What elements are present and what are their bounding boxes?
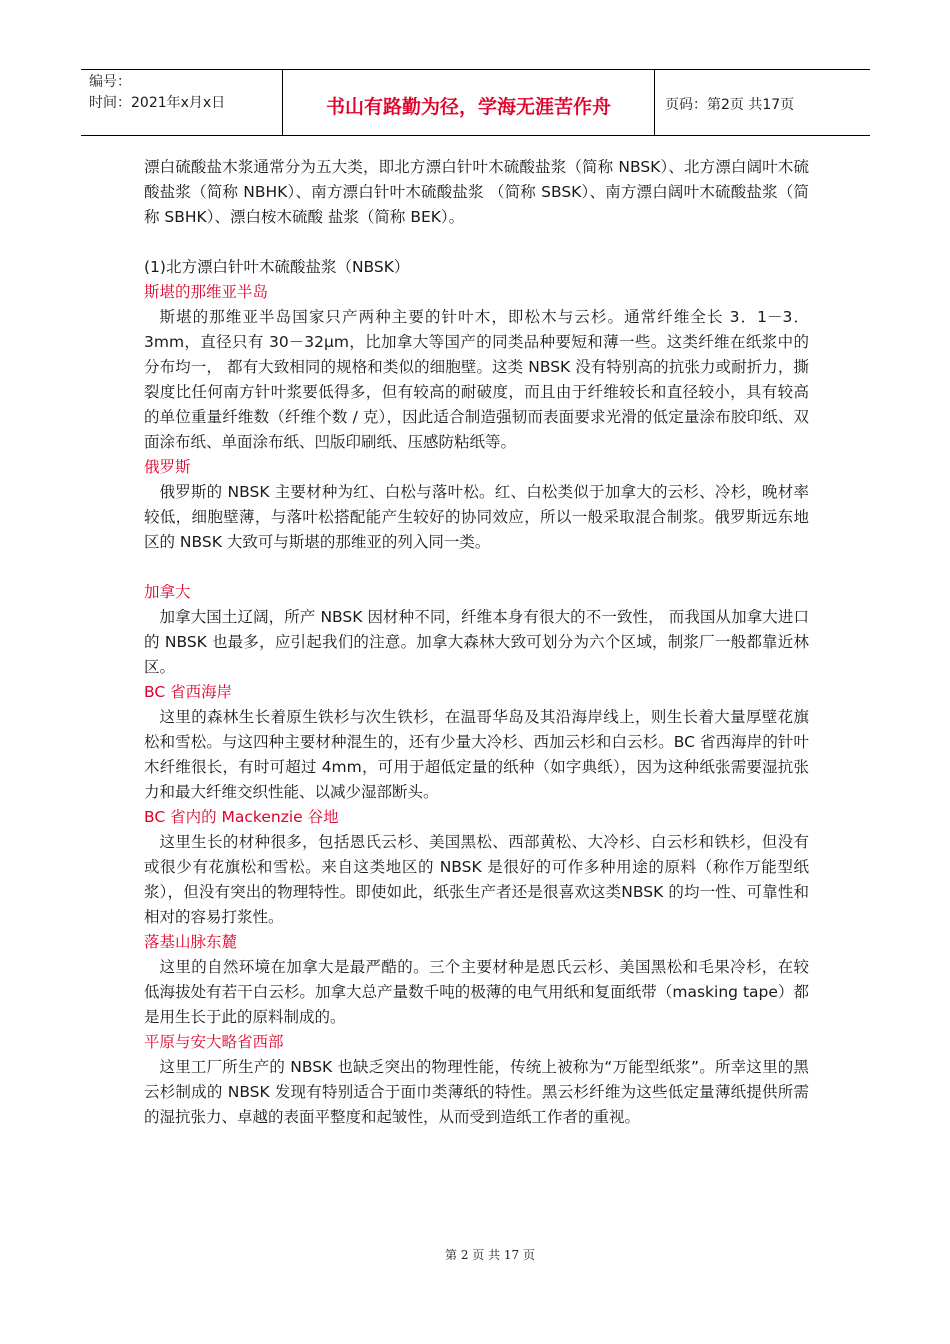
header-meta [81, 70, 283, 135]
body-paragraph: (1)北方漂白针叶木硫酸盐浆（NBSK） [144, 258, 410, 276]
blank-line [144, 230, 809, 255]
region-heading: BC 省西海岸 [144, 683, 233, 701]
document-body [144, 155, 809, 1130]
body-paragraph: 这里生长的材种很多，包括恩氏云杉、美国黑松、西部黄松、大冷杉、白云杉和铁杉，但没有或很少有花旗松和雪松。来自这类地区的 NBSK 是很好的可作多种用途的原料（称作万能型纸浆），但没有突出的物理特性。即使如此，纸张生产者还是很喜欢这类NBSK 的均一性、可靠性和相对的容易打浆性。 [144, 833, 809, 926]
region-heading: 斯堪的那维亚半岛 [144, 283, 269, 301]
document-number-label: 编号： [89, 74, 131, 90]
blank-line [144, 555, 809, 580]
body-paragraph: 斯堪的那维亚半岛国家只产两种主要的针叶木，即松木与云杉。通常纤维全长 3．1－3．3mm，直径只有 30－32μm，比加拿大等国产的同类品种要短和薄一些。这类纤维在纸浆中的分布均一， 都有大致相同的规格和类似的细胞壁。这类 NBSK 没有特别高的抗张力或耐折力，撕裂度比任何南方针叶浆要低得多，但有较高的耐破度，而且由于纤维较长和直径较小，具有较高的单位重量纤维数（纤维个数 / 克），因此适合制造强韧而表面要求光滑的低定量涂布胶印纸、双面涂布纸、单面涂布纸、凹版印刷纸、压感防粘纸等。 [144, 308, 809, 451]
header-motto: 书山有路勤为径，学海无涯苦作舟 [283, 70, 655, 135]
body-paragraph: 这里的自然环境在加拿大是最严酷的。三个主要材种是恩氏云杉、美国黑松和毛果冷杉，在较低海拔处有若干白云杉。加拿大总产量数千吨的极薄的电气用纸和复面纸带（masking tape）都是用生长于此的原料制成的。 [144, 958, 809, 1026]
body-paragraph: 漂白硫酸盐木浆通常分为五大类，即北方漂白针叶木硫酸盐浆（简称 NBSK）、北方漂白阔叶木硫酸盐浆（简称 NBHK）、南方漂白针叶木硫酸盐浆 （简称 SBSK）、南方漂白阔叶木硫酸盐浆（简称 SBHK）、漂白桉木硫酸 盐浆（简称 BEK）。 [144, 158, 809, 226]
header-page-label: 页码：第2页 共17页 [665, 96, 795, 113]
region-heading: 俄罗斯 [144, 458, 191, 476]
page-footer: 第 2 页 共 17 页 [445, 1248, 535, 1262]
body-paragraph: 俄罗斯的 NBSK 主要材种为红、白松与落叶松。红、白松类似于加拿大的云杉、冷杉，晚材率较低，细胞壁薄，与落叶松搭配能产生较好的协同效应，所以一般采取混合制浆。俄罗斯远东地区的 NBSK 大致可与斯堪的那维亚的列入同一类。 [144, 483, 809, 551]
region-heading: BC 省内的 Mackenzie 谷地 [144, 808, 339, 826]
region-heading: 平原与安大略省西部 [144, 1033, 284, 1051]
region-heading: 落基山脉东麓 [144, 933, 238, 951]
region-heading: 加拿大 [144, 583, 191, 601]
document-time-label: 时间：2021年x月x日 [89, 95, 226, 111]
page-header [81, 69, 870, 136]
body-paragraph: 这里的森林生长着原生铁杉与次生铁杉，在温哥华岛及其沿海岸线上，则生长着大量厚壁花旗松和雪松。与这四种主要材种混生的，还有少量大冷杉、西加云杉和白云杉。BC 省西海岸的针叶木纤维很长，有时可超过 4mm，可用于超低定量的纸种（如字典纸），因为这种纸张需要湿抗张力和最大纤维交织性能、以减少湿部断头。 [144, 708, 809, 801]
body-paragraph: 这里工厂所生产的 NBSK 也缺乏突出的物理性能，传统上被称为“万能型纸浆”。所幸这里的黑云杉制成的 NBSK 发现有特别适合于面巾类薄纸的特性。黑云杉纤维为这些低定量薄纸提供所需的湿抗张力、卓越的表面平整度和起皱性，从而受到造纸工作者的重视。 [144, 1058, 809, 1126]
body-paragraph: 加拿大国土辽阔，所产 NBSK 因材种不同，纤维本身有很大的不一致性， 而我国从加拿大进口的 NBSK 也最多，应引起我们的注意。加拿大森林大致可划分为六个区域，制浆厂一般都靠近林区。 [144, 608, 809, 676]
